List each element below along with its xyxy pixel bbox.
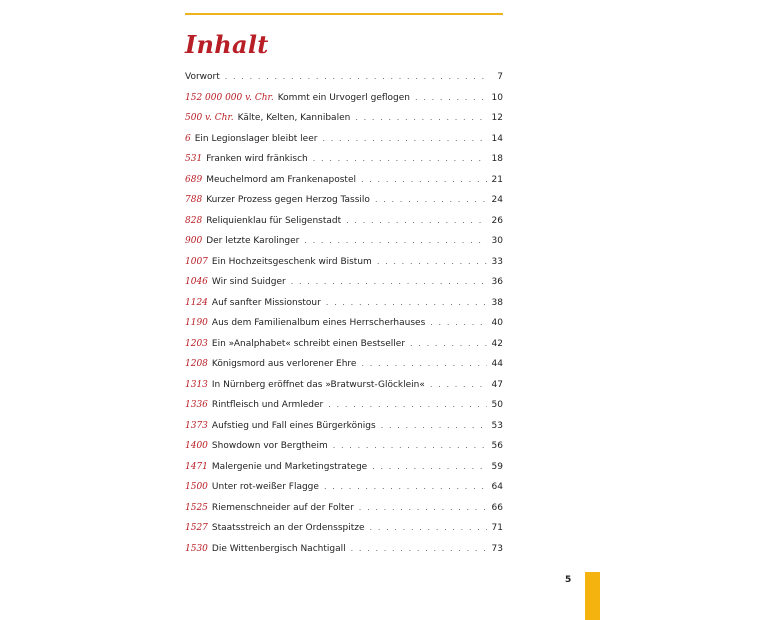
toc-entry bbox=[185, 318, 503, 339]
toc-entry bbox=[185, 359, 503, 380]
toc-entry bbox=[185, 175, 503, 196]
toc-entry-year: 6 bbox=[185, 133, 191, 144]
toc-entry-page: 59 bbox=[491, 461, 503, 472]
toc-leader-dots bbox=[313, 154, 487, 163]
toc-entry bbox=[185, 482, 503, 503]
toc-leader-dots bbox=[326, 298, 487, 307]
toc-entry-title: In Nürnberg eröffnet das »Bratwurst-Glöcklein« bbox=[211, 379, 425, 390]
toc-leader-dots bbox=[346, 216, 487, 225]
toc-entry-page: 66 bbox=[491, 502, 503, 513]
toc-entry-title: Kommt ein Urvogerl geflogen bbox=[277, 92, 411, 103]
toc-entry-year: 1203 bbox=[185, 338, 208, 349]
toc-entry-year: 1007 bbox=[185, 256, 208, 267]
toc-leader-dots bbox=[359, 503, 487, 512]
toc-entry-year: 1313 bbox=[185, 379, 208, 390]
toc-entry-title: Auf sanfter Missionstour bbox=[211, 297, 321, 308]
toc-entry-year: 1190 bbox=[185, 318, 208, 328]
toc-entry bbox=[185, 93, 503, 114]
toc-entry-page: 14 bbox=[491, 133, 503, 144]
toc-entry-title: Wir sind Suidger bbox=[211, 277, 286, 287]
toc-entry-title: Ein »Analphabet« schreibt einen Bestseller bbox=[211, 338, 406, 349]
toc-entry-year: 531 bbox=[185, 154, 203, 164]
toc-entry-page: 33 bbox=[491, 256, 503, 267]
toc-entry bbox=[185, 236, 503, 257]
toc-entry bbox=[185, 113, 503, 134]
toc-entry bbox=[185, 72, 503, 93]
toc-entry-title: Riemenschneider auf der Folter bbox=[211, 502, 354, 513]
toc-entry-title: Königsmord aus verlorener Ehre bbox=[211, 359, 357, 369]
toc-leader-dots bbox=[322, 134, 487, 143]
toc-leader-dots bbox=[377, 257, 487, 266]
toc-leader-dots bbox=[372, 462, 487, 471]
toc-entry bbox=[185, 298, 503, 319]
toc-leader-dots bbox=[361, 175, 487, 184]
toc-leader-dots bbox=[333, 441, 487, 450]
toc-entry-year: 500 v. Chr. bbox=[185, 113, 234, 123]
toc-leader-dots bbox=[351, 544, 487, 553]
toc-entry bbox=[185, 503, 503, 524]
toc-entry bbox=[185, 441, 503, 462]
toc-entry-year: 900 bbox=[185, 236, 203, 246]
toc-leader-dots bbox=[291, 277, 487, 286]
toc-leader-dots bbox=[430, 318, 487, 327]
toc-entry-page: 26 bbox=[491, 215, 503, 226]
toc-entry-year: 689 bbox=[185, 174, 203, 185]
toc-entry bbox=[185, 257, 503, 278]
toc-entry-title: Der letzte Karolinger bbox=[206, 236, 300, 246]
page-title: Inhalt bbox=[185, 30, 269, 59]
toc-entry-year: 1336 bbox=[185, 400, 208, 410]
toc-entry-year: 788 bbox=[185, 195, 203, 205]
toc-entry-title: Ein Legionslager bleibt leer bbox=[194, 133, 318, 144]
toc-leader-dots bbox=[355, 113, 487, 122]
toc-entry bbox=[185, 380, 503, 401]
toc-leader-dots bbox=[361, 359, 487, 368]
toc-entry-title: Staatsstreich an der Ordensspitze bbox=[211, 523, 365, 533]
toc-entry bbox=[185, 544, 503, 565]
toc-entry-page: 71 bbox=[491, 523, 503, 533]
toc-leader-dots bbox=[381, 421, 487, 430]
side-tab-marker bbox=[585, 572, 600, 620]
toc-entry-page: 24 bbox=[491, 195, 503, 205]
toc-entry-page: 64 bbox=[491, 482, 503, 492]
toc-entry-title: Die Wittenbergisch Nachtigall bbox=[211, 543, 346, 554]
toc-entry-title: Vorwort bbox=[185, 72, 220, 82]
toc-leader-dots bbox=[375, 195, 487, 204]
toc-entry bbox=[185, 400, 503, 421]
toc-entry-title: Meuchelmord am Frankenapostel bbox=[206, 174, 356, 185]
toc-entry-title: Kurzer Prozess gegen Herzog Tassilo bbox=[206, 195, 370, 205]
toc-entry-page: 47 bbox=[491, 379, 503, 390]
toc-entry-page: 50 bbox=[491, 400, 503, 410]
toc-entry-year: 828 bbox=[185, 215, 203, 226]
toc-entry bbox=[185, 462, 503, 483]
toc-leader-dots bbox=[415, 93, 487, 102]
page-number: 5 bbox=[565, 575, 572, 585]
toc-entry bbox=[185, 339, 503, 360]
toc-entry-year: 152 000 000 v. Chr. bbox=[185, 92, 274, 103]
toc-leader-dots bbox=[370, 523, 487, 532]
toc-entry bbox=[185, 195, 503, 216]
toc-leader-dots bbox=[430, 380, 487, 389]
toc-entry-year: 1500 bbox=[185, 482, 208, 492]
toc-entry-page: 18 bbox=[491, 154, 503, 164]
toc-entry bbox=[185, 216, 503, 237]
toc-entry-year: 1208 bbox=[185, 359, 208, 369]
toc-entry-title: Ein Hochzeitsgeschenk wird Bistum bbox=[211, 256, 372, 267]
toc-leader-dots bbox=[324, 482, 487, 491]
toc-entry-page: 7 bbox=[497, 72, 503, 82]
toc-entry-page: 56 bbox=[491, 441, 503, 451]
toc-entry-title: Aufstieg und Fall eines Bürgerkönigs bbox=[211, 420, 376, 431]
toc-entry-page: 10 bbox=[491, 92, 503, 103]
toc-entry-title: Franken wird fränkisch bbox=[206, 154, 308, 164]
toc-entry-page: 38 bbox=[491, 297, 503, 308]
toc-entry-page: 73 bbox=[491, 543, 503, 554]
toc-entry bbox=[185, 134, 503, 155]
toc-entry-page: 36 bbox=[491, 277, 503, 287]
toc-entry bbox=[185, 277, 503, 298]
toc-entry-year: 1373 bbox=[185, 420, 208, 431]
toc-entry-page: 40 bbox=[491, 318, 503, 328]
toc-entry-year: 1400 bbox=[185, 441, 208, 451]
toc-entry-title: Reliquienklau für Seligenstadt bbox=[206, 215, 342, 226]
top-rule bbox=[185, 13, 503, 15]
table-of-contents bbox=[185, 72, 503, 564]
toc-leader-dots bbox=[225, 72, 487, 81]
toc-entry-title: Unter rot-weißer Flagge bbox=[211, 482, 319, 492]
toc-entry-title: Malergenie und Marketingstratege bbox=[211, 461, 368, 472]
toc-entry bbox=[185, 421, 503, 442]
toc-entry-title: Aus dem Familienalbum eines Herrscherhauses bbox=[211, 318, 426, 328]
toc-entry-title: Rintfleisch und Armleder bbox=[211, 400, 324, 410]
toc-entry-year: 1530 bbox=[185, 543, 208, 554]
toc-leader-dots bbox=[304, 236, 487, 245]
toc-entry-page: 12 bbox=[491, 113, 503, 123]
toc-entry-year: 1124 bbox=[185, 297, 208, 308]
toc-entry-year: 1471 bbox=[185, 461, 208, 472]
toc-entry-year: 1525 bbox=[185, 502, 208, 513]
toc-leader-dots bbox=[410, 339, 487, 348]
toc-leader-dots bbox=[328, 400, 487, 409]
toc-entry-page: 42 bbox=[491, 338, 503, 349]
toc-entry-page: 44 bbox=[491, 359, 503, 369]
toc-entry-page: 53 bbox=[491, 420, 503, 431]
toc-entry bbox=[185, 523, 503, 544]
toc-entry-year: 1527 bbox=[185, 523, 208, 533]
toc-entry-page: 30 bbox=[491, 236, 503, 246]
toc-entry-title: Showdown vor Bergtheim bbox=[211, 441, 328, 451]
toc-entry-title: Kälte, Kelten, Kannibalen bbox=[237, 113, 351, 123]
toc-entry-year: 1046 bbox=[185, 277, 208, 287]
toc-entry bbox=[185, 154, 503, 175]
toc-entry-page: 21 bbox=[491, 174, 503, 185]
